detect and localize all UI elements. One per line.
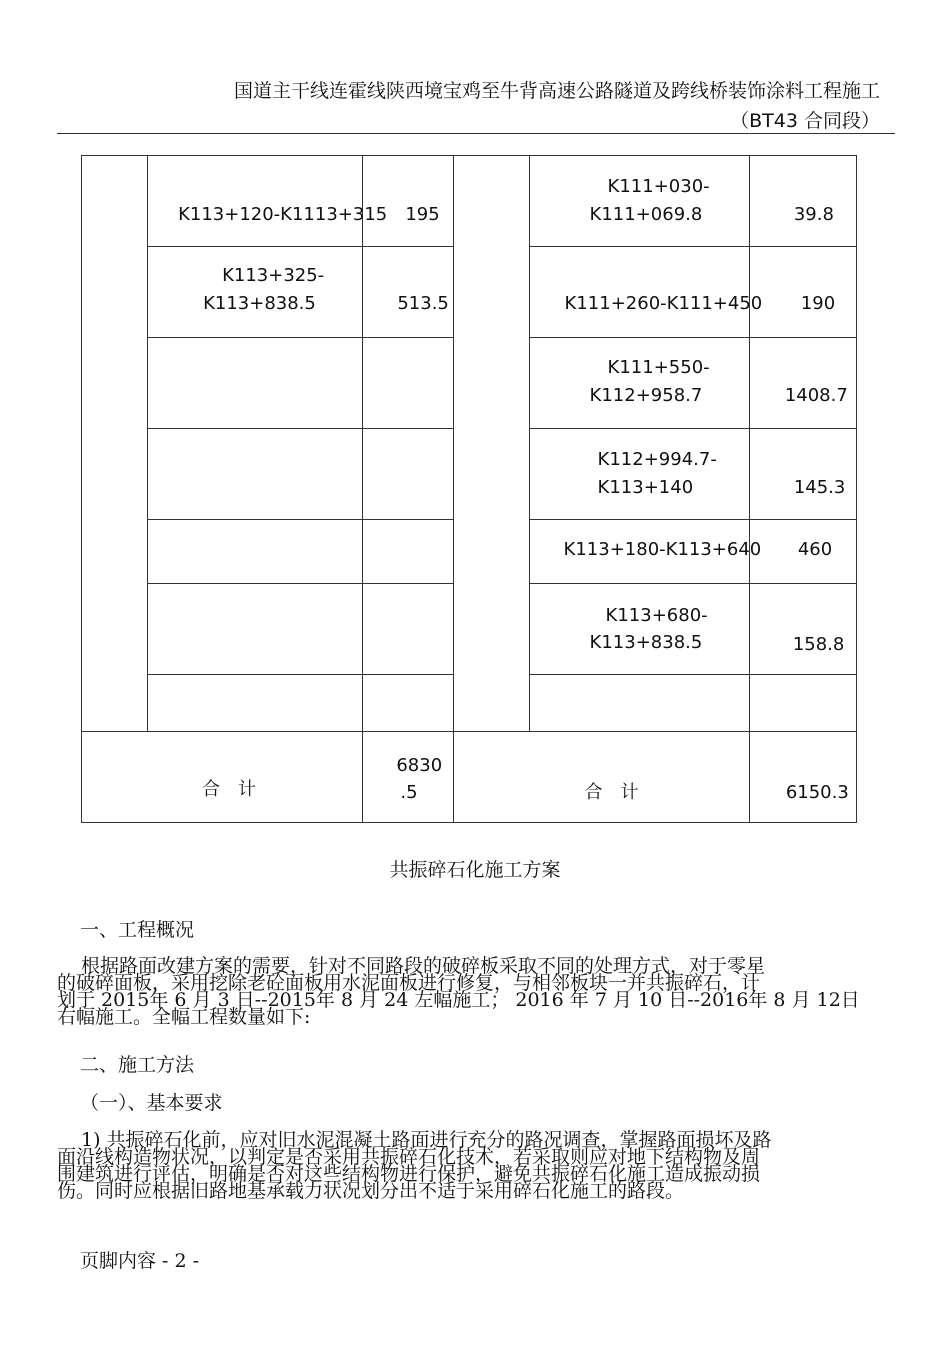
header-divider [57,133,895,134]
heading-basic-requirements: （一）、基本要求 [80,1092,223,1114]
table-cell: K111+030- K111+069.8 [529,156,749,247]
table-cell: K111+260-K111+450 [529,247,749,338]
table-cell: K113+325- K113+838.5 [148,247,363,338]
table-cell [82,156,148,732]
table-cell [148,584,363,675]
table-cell [529,675,749,732]
table-cell: K113+180-K113+640 [529,520,749,584]
document-header-title: 国道主干线连霍线陕西境宝鸡至牛背高速公路隧道及跨线桥装饰涂料工程施工 [233,80,880,102]
table-cell: 合 计 [454,732,749,823]
table-cell: 6830 .5 [363,732,454,823]
section-title: 共振碎石化施工方案 [389,859,561,881]
table-cell [363,675,454,732]
table-cell: K111+550- K112+958.7 [529,338,749,429]
table-cell [749,675,856,732]
table-cell: 190 [749,247,856,338]
table-cell: K113+680- K113+838.5 [529,584,749,675]
table-cell [148,520,363,584]
table-cell: 195 [363,156,454,247]
table-cell [148,429,363,520]
table-cell [148,338,363,429]
heading-method: 二、施工方法 [80,1054,195,1076]
table-cell [363,520,454,584]
table-cell [454,156,529,732]
paragraph-overview: 根据路面改建方案的需要，针对不同路段的破碎板采取不同的处理方式，对于零星 的破碎面板，采用挖除老砼面板用水泥面板进行修复，与相邻板块一并共振碎石，计 划于 2015年 6 月 3 日--2015年 8 月 24 左幅施工； 2016 年 7 月 10 日--2016年 8 月 12日 右幅施工。全幅工程数量如下: [57,955,860,1028]
table-cell: 合 计 [82,732,363,823]
section-length-table [81,155,857,823]
table-cell [363,584,454,675]
table-cell: 145.3 [749,429,856,520]
table-cell: K112+994.7- K113+140 [529,429,749,520]
table-row [82,156,857,247]
table-cell: K113+120-K1113+315 [148,156,363,247]
table-cell: 39.8 [749,156,856,247]
table-total-row [82,732,857,823]
table-cell [363,338,454,429]
document-header-subtitle: （BT43 合同段） [730,110,880,132]
paragraph-requirement-1: 1) 共振碎石化前，应对旧水泥混凝土路面进行充分的路况调查，掌握路面损坏及路 面沿线构造物状况，以判定是否采用共振碎石化技术，若采取则应对地下结构物及周 围建筑进行评估，明确是否对这些结构物进行保护，避免共振碎石化施工造成振动损 伤。同时应根据旧路地基承载力状况划分出不适于采用碎石化施工的路段。 [57,1129,772,1202]
table-cell: 158.8 [749,584,856,675]
heading-overview: 一、工程概况 [80,919,195,941]
table-cell: 1408.7 [749,338,856,429]
table-cell: 460 [749,520,856,584]
table-cell [148,675,363,732]
table-cell [363,429,454,520]
page-footer: 页脚内容 - 2 - [80,1250,200,1272]
table-cell: 513.5 [363,247,454,338]
table-cell: 6150.3 [749,732,856,823]
